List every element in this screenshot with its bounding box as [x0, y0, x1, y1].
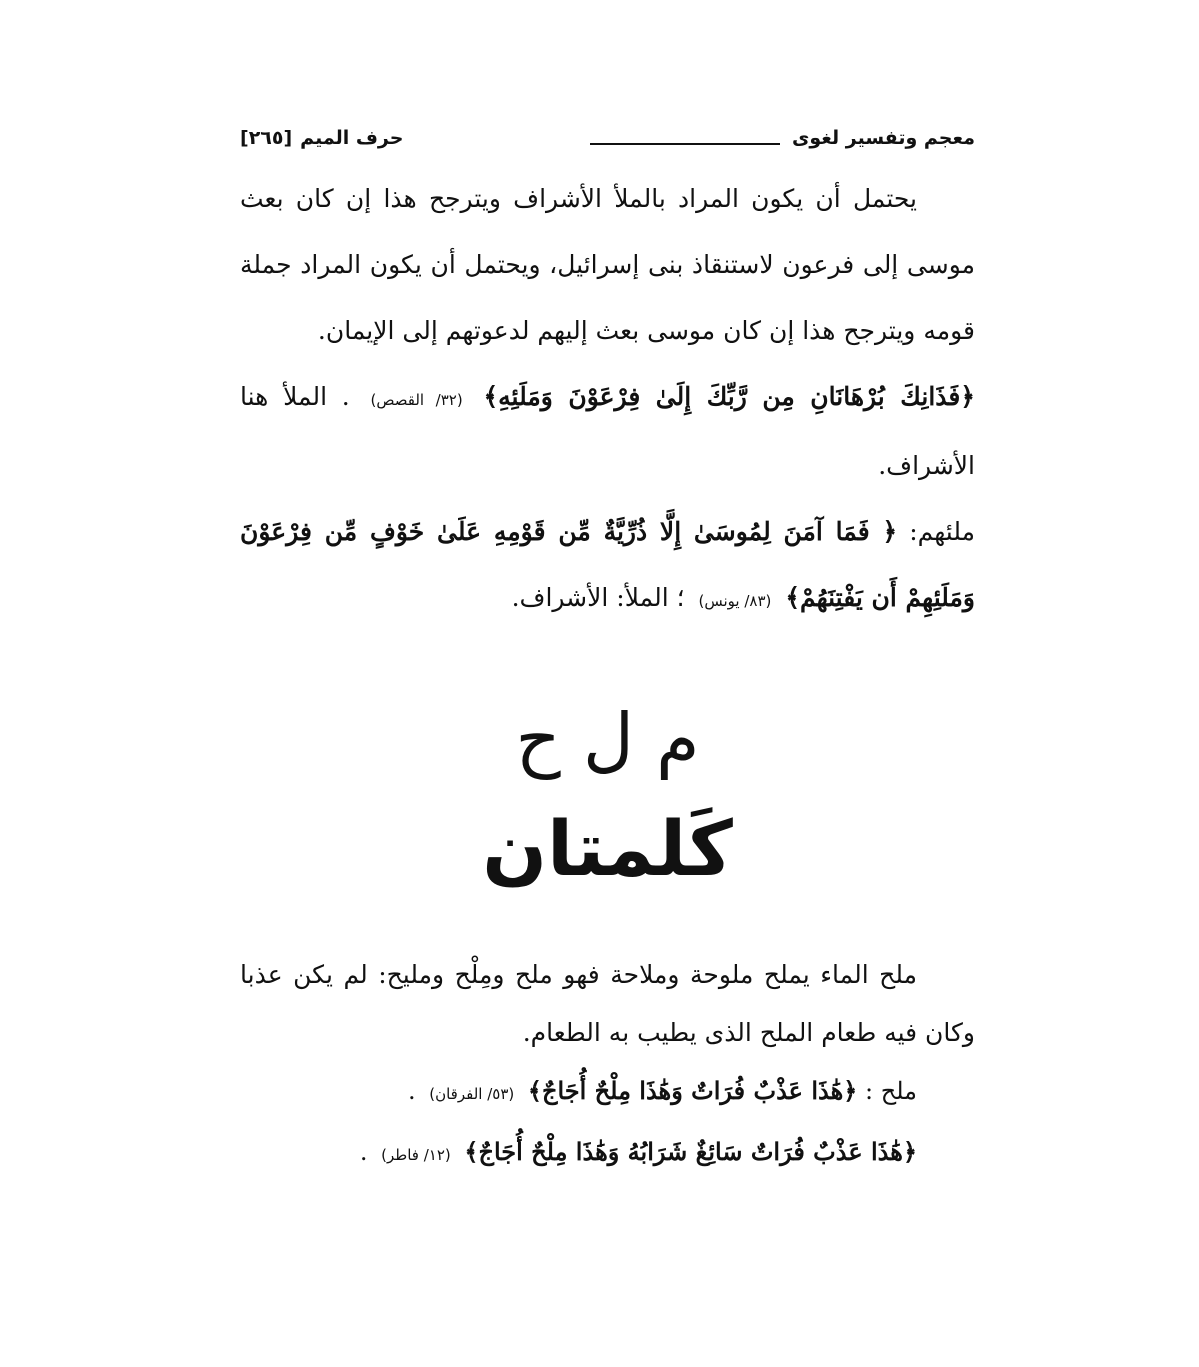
paragraph-with-verse	[240, 364, 975, 499]
verse-reference: (٥٣/ الفرقان)	[429, 1085, 515, 1103]
lead-word: ملح :	[864, 1077, 917, 1105]
quran-verse: ﴿هَٰذَا عَذْبٌ فُرَاتٌ سَائِغٌ شَرَابُهُ وَهَٰذَا مِلْحٌ أُجَاجٌ﴾	[464, 1137, 917, 1166]
paragraph: يحتمل أن يكون المراد بالملأ الأشراف ويترجح هذا إن كان بعث موسى إلى فرعون لاستنقاذ بنى إسرائيل، ويحتمل أن يكون المراد جملة قومه ويترجح هذا إن كان موسى بعث إليهم لدعوتهم إلى الإيمان.	[240, 184, 975, 345]
header-rule	[590, 143, 780, 145]
commentary: ؛ الملأ: الأشراف.	[511, 583, 685, 612]
verse-reference: (١٢/ فاطر)	[381, 1146, 451, 1164]
verse-line	[240, 1123, 975, 1184]
section-two	[240, 946, 975, 1184]
section-one	[240, 166, 975, 634]
line-end: .	[359, 1138, 368, 1166]
root-letters-heading: م ل ح	[515, 698, 700, 780]
word-count-heading: كَلمتان	[482, 804, 733, 893]
running-head	[240, 118, 975, 158]
page-number: [٢٦٥]	[240, 127, 293, 149]
commentary: . الملأ هنا الأشراف.	[240, 382, 975, 480]
line-end: .	[407, 1077, 416, 1105]
paragraph: ملح الماء يملح ملوحة وملاحة فهو ملح ومِلْح ومليح: لم يكن عذبا وكان فيه طعام الملح الذى يطيب به الطعام.	[240, 960, 975, 1047]
quran-verse: ﴿فَذَانِكَ بُرْهَانَانِ مِن رَّبِّكَ إِلَىٰ فِرْعَوْنَ وَمَلَئِهِ﴾	[483, 382, 975, 411]
book-title: معجم وتفسير لغوى	[791, 127, 975, 149]
quran-verse: ﴿ فَمَا آمَنَ لِمُوسَىٰ إِلَّا ذُرِّيَّةٌ مِّن قَوْمِهِ عَلَىٰ خَوْفٍ مِّن فِرْعَوْنَ وَمَلَئِهِمْ أَن يَفْتِنَهُمْ﴾	[240, 517, 975, 612]
book-page	[240, 118, 975, 1184]
verse-line	[240, 1062, 975, 1123]
verse-reference: (٨٣/ يونس)	[698, 592, 772, 610]
verse-reference: (٣٢/ القصص)	[370, 391, 463, 409]
chapter-title: حرف الميم	[300, 127, 404, 149]
lead-word: ملئهم:	[909, 517, 975, 546]
quran-verse: ﴿هَٰذَا عَذْبٌ فُرَاتٌ وَهَٰذَا مِلْحٌ أُجَاجٌ﴾	[527, 1076, 858, 1105]
paragraph-with-verse	[240, 499, 975, 634]
